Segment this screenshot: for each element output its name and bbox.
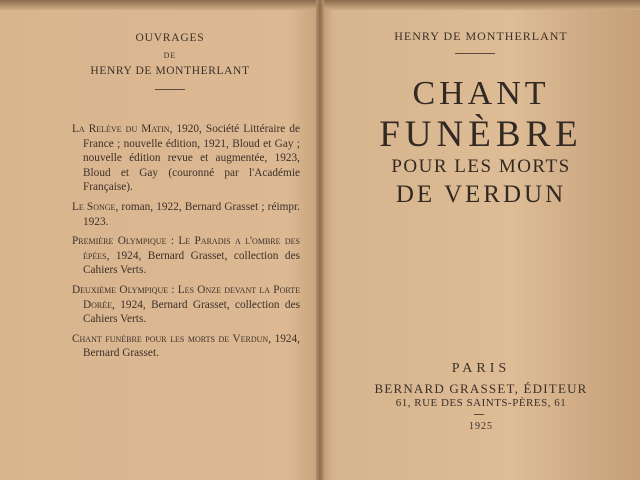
imprint-city: PARIS — [451, 361, 511, 376]
imprint-publisher: BERNARD GRASSET, ÉDITEUR — [374, 381, 588, 396]
left-author-name: HENRY DE MONTHERLANT — [90, 65, 250, 77]
right-page-title-page — [322, 0, 640, 480]
imprint-dash — [474, 414, 484, 415]
work-details: , 1924, Bernard Grasset, collection des Cahiers Verts. — [83, 249, 300, 277]
title-line-de-verdun: DE VERDUN — [395, 181, 567, 208]
title-line-pour-les-morts: POUR LES MORTS — [391, 156, 571, 177]
works-list — [72, 122, 300, 366]
title-line-chant: CHANT — [412, 75, 550, 112]
work-entry — [72, 122, 300, 195]
work-entry — [72, 200, 300, 229]
work-entry — [72, 332, 300, 361]
right-divider-rule — [455, 53, 495, 54]
heading-de: DE — [163, 51, 177, 60]
work-entry — [72, 283, 300, 327]
work-details: , 1920, Société Littéraire de France ; nouvelle édition, 1921, Bloud et Gay ; nouvelle édition revue et augmentée, 1923, Bloud et Gay (couronné par l'Académie Française). — [83, 123, 301, 194]
title-page-author: HENRY DE MONTHERLANT — [394, 29, 568, 43]
works-list-heading: OUVRAGES — [135, 32, 205, 44]
work-details: , 1924, Bernard Grasset, collection des Cahiers Verts. — [83, 298, 300, 326]
title-line-funebre: FUNÈBRE — [379, 114, 583, 155]
imprint-address: 61, RUE DES SAINTS-PÈRES, 61 — [395, 397, 567, 409]
work-title: Chant funèbre pour les morts de Verdun — [72, 332, 269, 345]
work-title: Le Songe — [72, 200, 116, 213]
work-title: La Relève du Matin — [72, 123, 170, 135]
work-details: , 1924, Bernard Grasset. — [83, 332, 300, 360]
work-title: Deuxième Olympique : Les Onze devant la Porte Dorée — [72, 283, 300, 311]
left-divider-rule — [155, 89, 185, 90]
imprint-year: 1925 — [469, 421, 493, 432]
work-title: Première Olympique : Le Paradis a l'ombre des épées — [72, 235, 300, 262]
work-details: , roman, 1922, Bernard Grasset ; réimpr. 1923. — [83, 200, 300, 228]
left-page — [0, 0, 318, 480]
work-entry — [72, 234, 300, 278]
